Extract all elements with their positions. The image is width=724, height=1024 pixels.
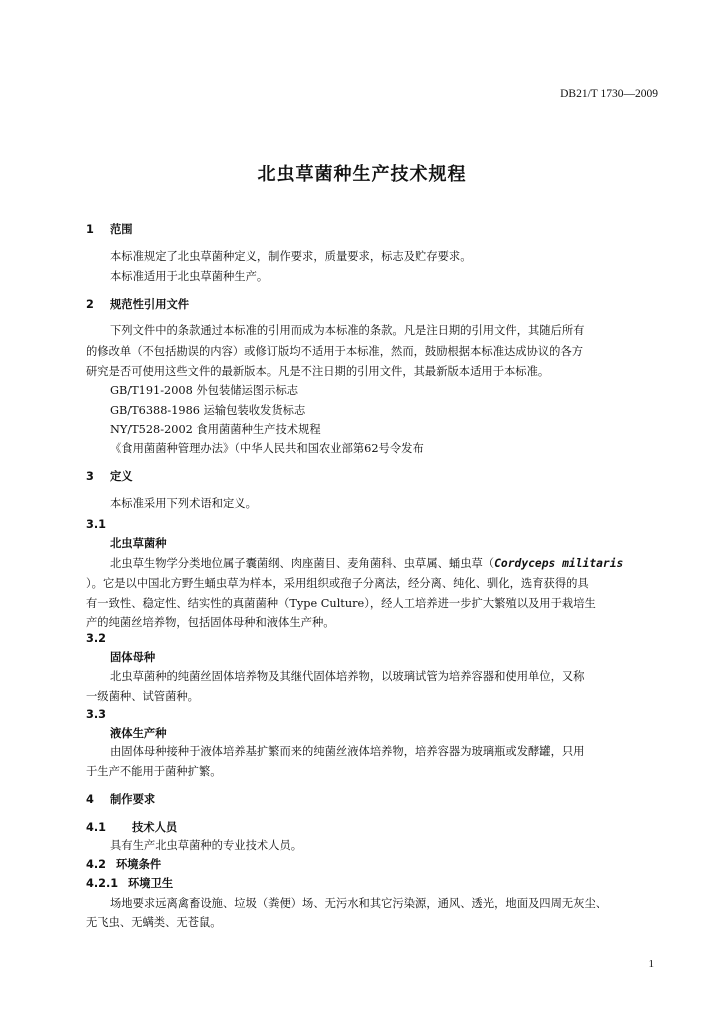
reference-item: GB/T6388-1986 运输包装收发货标志	[110, 404, 306, 417]
definition-line: 由固体母种接种于液体培养基扩繁而来的纯菌丝液体培养物，培养容器为玻璃瓶或发酵罐，只用	[110, 745, 585, 758]
definition-line: 北虫草菌种的纯菌丝固体培养物及其继代固体培养物，以玻璃试管为培养容器和使用单位，又称	[110, 670, 585, 683]
subsection-title: 环境条件	[116, 858, 162, 871]
section-2-paragraph-line: 研究是否可使用这些文件的最新版本。凡是不注日期的引用文件，其最新版本适用于本标准。	[86, 365, 550, 378]
section-2-paragraph-line: 下列文件中的条款通过本标准的引用而成为本标准的条款。凡是注日期的引用文件，其随后所有	[110, 324, 585, 337]
definition-line: 有一致性、稳定性、结实性的真菌菌种（Type Culture），经人工培养进一步扩大繁殖以及用于栽培生	[86, 597, 596, 610]
definition-text: 北虫草生物学分类地位属子囊菌纲、肉座菌目、麦角菌科、虫草属、蛹虫草（	[110, 557, 495, 570]
subsection-number: 4.1	[86, 821, 107, 834]
subsection-3-1-number: 3.1	[86, 518, 107, 531]
section-number: 4	[86, 793, 94, 806]
subsection-4-2-1-heading	[86, 876, 173, 892]
subsection-title: 环境卫生	[128, 877, 174, 890]
definition-line: ）。它是以中国北方野生蛹虫草为样本，采用组织或孢子分离法，经分离、纯化、驯化，选育获得的具	[86, 577, 589, 590]
section-title: 制作要求	[110, 793, 156, 806]
reference-item: NY/T528-2002 食用菌菌种生产技术规程	[110, 423, 321, 436]
subsection-number: 4.2.1	[86, 877, 119, 890]
subsection-4-2-1-line: 无飞虫、无螨类、无苍鼠。	[86, 916, 222, 929]
subsection-title: 技术人员	[132, 821, 178, 834]
page-number: 1	[648, 958, 654, 970]
subsection-3-3-number: 3.3	[86, 708, 107, 721]
subsection-4-2-1-line: 场地要求远离禽畜设施、垃圾（粪便）场、无污水和其它污染源，通风、透光，地面及四周无灰尘、	[110, 897, 608, 910]
reference-item: 《食用菌菌种管理办法》（中华人民共和国农业部第62号令发布	[110, 442, 424, 455]
subsection-4-1-heading	[86, 820, 177, 836]
section-number: 3	[86, 470, 94, 483]
definition-line	[110, 556, 623, 572]
standard-code: DB21/T 1730—2009	[560, 88, 658, 100]
term-title: 液体生产种	[110, 727, 167, 740]
definition-line: 于生产不能用于菌种扩繁。	[86, 765, 222, 778]
section-number: 2	[86, 298, 94, 311]
subsection-number: 4.2	[86, 858, 107, 871]
subsection-4-2-heading	[86, 857, 161, 873]
section-3-heading	[86, 469, 133, 485]
term-title: 固体母种	[110, 651, 156, 664]
section-2-heading	[86, 297, 189, 313]
document-title: 北虫草菌种生产技术规程	[257, 164, 467, 185]
definition-line: 产的纯菌丝培养物，包括固体母种和液体生产种。	[86, 616, 335, 629]
term-title: 北虫草菌种	[110, 537, 167, 550]
section-title: 定义	[110, 470, 133, 483]
latin-name: Cordyceps militaris	[494, 557, 624, 570]
definition-line: 一级菌种、试管菌种。	[86, 690, 199, 703]
section-4-heading	[86, 792, 155, 808]
section-1-heading	[86, 222, 133, 238]
section-3-intro: 本标准采用下列术语和定义。	[110, 497, 257, 510]
subsection-4-1-text: 具有生产北虫草菌种的专业技术人员。	[110, 839, 303, 852]
section-1-paragraph-1: 本标准规定了北虫草菌种定义，制作要求，质量要求，标志及贮存要求。	[110, 250, 472, 263]
section-title: 规范性引用文件	[110, 298, 190, 311]
section-2-paragraph-line: 的修改单（不包括勘误的内容）或修订版均不适用于本标准，然而，鼓励根据本标准达成协议的各方	[86, 345, 584, 358]
section-number: 1	[86, 223, 94, 236]
subsection-3-2-number: 3.2	[86, 632, 107, 645]
reference-item: GB/T191-2008 外包装储运图示标志	[110, 384, 299, 397]
section-1-paragraph-2: 本标准适用于北虫草菌种生产。	[110, 270, 269, 283]
section-title: 范围	[110, 223, 133, 236]
